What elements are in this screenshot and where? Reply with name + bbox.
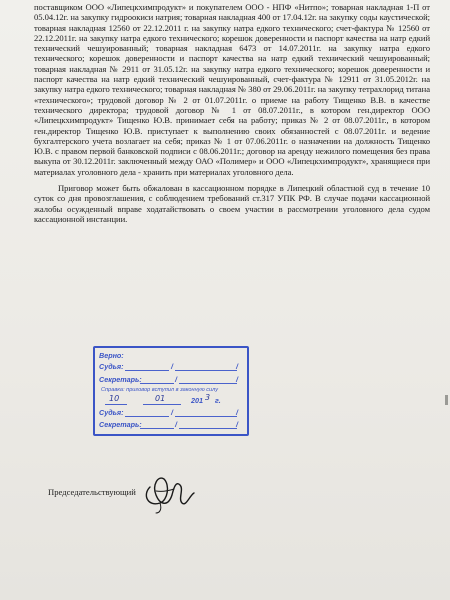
edge-mark [445,395,448,405]
stamp-verno: Верно: [99,351,124,360]
stamp-line [140,383,174,384]
stamp-sudya-1: Судья: [99,362,124,371]
stamp-line [140,428,174,429]
stamp-line [105,404,127,405]
judge-signature [138,465,198,515]
stamp-date-month: 01 [155,394,166,403]
certification-stamp: Верно: Судья: / / Секретарь: / / Справка: приговор вступил в законную силу 10 01 201 3 г. Судья: / / Секретарь: / / [93,346,249,436]
stamp-line [125,416,169,417]
stamp-date-year-prefix: 201 [191,396,203,405]
stamp-spravka: Справка: приговор вступил в законную силу [101,387,219,393]
stamp-line [179,428,237,429]
stamp-sekretar-1: Секретарь: [99,375,142,384]
evidence-paragraph: поставщиком ООО «Липецкхимпродукт» и покупателем ООО - НПФ «Нитпо»; товарная накладная 1-П от 05.04.12г. на закупку гидроокиси натрия; товарная накладная 400 от 17.04.12г. на закупку соды каустической; товарная накладная 12560 от 22.12.2011 г. на закупку натра едкого технического; счет-фактура № 12560 от 22.12.2011г. на закупку натра едкого технического; корешок доверенности и паспорт качества на натр едкий технический чешуированный; товарная накладная 6473 от 14.07.2011г. на закупку натра едкого технического; корешок доверенности и паспорт качества на натр едкий технический чешуированный; товарная накладная № 2911 от 31.05.12г. на закупку натра едкого технического; корешок доверенности и паспорт качества на натр едкий технический чешуированный, счет-фактура № 12911 от 31.05.2012г. на закупку натра едкого технического; товарная накладная № 380 от 29.06.2011г. на закупку тетрахлорид титана «технического»; трудовой договор № 2 от 01.07.2011г. о приеме на работу Тищенко В.В. в качестве технического директора; трудовой договор № 1 от 08.07.2011г., в котором ген.директор ООО «Липецкхимпродукт» Тищенко Ю.В. принимает себя на работу; приказ № 2 от 08.07.2011г., в котором ген.директор Тищенко Ю.В. приступает к выполнению своих обязанностей с 08.07.2011г. и ведение бухгалтерского учета возлагает на себя; приказ № 1 от 07.06.2011г. о назначении на должность Тищенко Ю.В. с правом первой банковской подписи с 08.06.2011г.; договор на аренду нежилого помещения без права выкупа от 30.12.2011г. заключенный между ОАО «Полимер» и ООО «Липецкхимпродукт», хранящиеся при материалах уголовного дела - хранить при материалах уголовного дела. [34,2,430,177]
stamp-sekretar-2: Секретарь: [99,420,142,429]
stamp-line [179,383,237,384]
appeal-paragraph: Приговор может быть обжалован в кассационном порядке в Липецкий областной суд в течение 10 суток со дня провозглашения, с соблюдением требований ст.317 УПК РФ. В случае подачи кассационной жалобы осужденный вправе ходатайствовать о своем участии в рассмотрении уголовного дела судом кассационной инстанции. [34,183,430,224]
stamp-line [125,370,169,371]
stamp-date-year-end: г. [215,396,221,405]
stamp-line [143,404,181,405]
stamp-line [175,416,237,417]
stamp-sudya-2: Судья: [99,408,124,417]
stamp-line [175,370,237,371]
stamp-date-year-suffix: 3 [205,393,211,402]
stamp-date-day: 10 [109,394,120,403]
chair-label: Председательствующий [48,487,136,497]
document-body [34,2,430,224]
